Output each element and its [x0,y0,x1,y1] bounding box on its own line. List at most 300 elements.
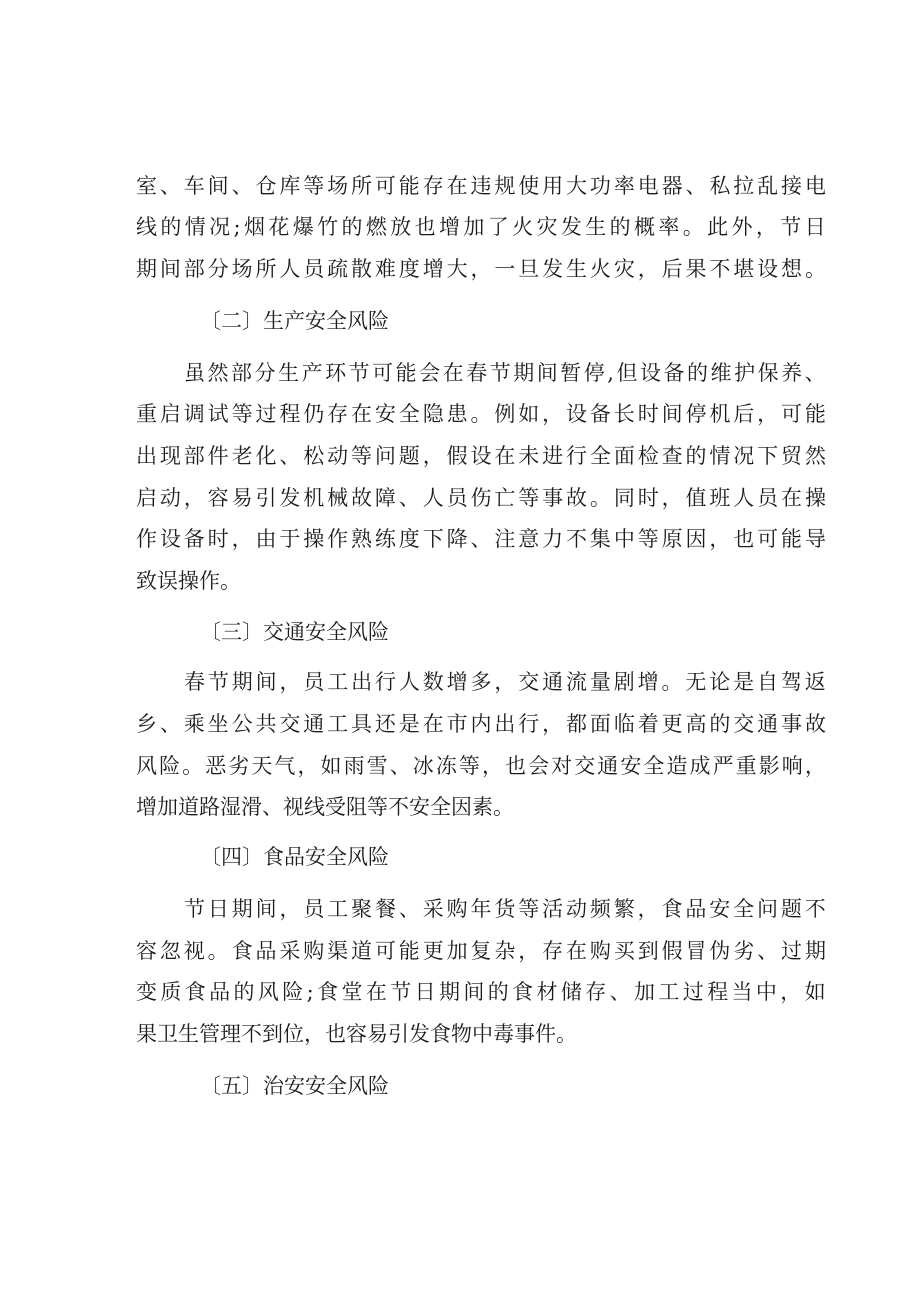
glyph: 、 [231,174,253,198]
glyph: 重 [735,754,757,778]
glyph: 但 [616,361,638,385]
glyph: ， [470,257,492,281]
glyph: 、 [685,174,707,198]
glyph: 多 [470,670,492,694]
glyph: 的 [609,215,631,239]
glyph: 公 [231,712,253,736]
glyph: 不 [709,257,731,281]
glyph: 中 [613,527,635,551]
glyph: 容 [207,486,229,510]
glyph: 人 [398,670,420,694]
glyph: 能 [398,174,420,198]
paragraph-line [136,482,826,514]
glyph: 可 [372,361,394,385]
glyph: 事 [542,486,564,510]
glyph: 度 [398,257,420,281]
glyph: 通 [597,754,619,778]
paragraph-line [136,976,826,1008]
glyph: 期 [513,361,535,385]
glyph: 熟 [351,527,373,551]
glyph: ， [804,754,826,778]
glyph: 集 [589,527,611,551]
glyph: ， [637,897,659,921]
glyph: 加 [463,215,485,239]
glyph: 论 [709,670,731,694]
glyph: 调 [183,402,205,426]
glyph: 全 [589,444,611,468]
glyph: 乡 [136,712,157,736]
glyph: 想 [781,257,803,281]
glyph: 程 [279,402,301,426]
glyph: 雨 [343,754,365,778]
glyph: 灾 [613,257,635,281]
glyph: 花 [268,215,290,239]
glyph: 驾 [780,670,802,694]
glyph: 冰 [412,754,434,778]
section-heading: 〔四〕食品安全风险 [200,845,389,869]
glyph: 设 [566,402,588,426]
glyph: 火 [589,257,611,281]
glyph: ， [661,486,683,510]
glyph: 长 [613,402,635,426]
glyph: 降 [446,527,468,551]
glyph: 度 [398,527,420,551]
glyph: 出 [351,670,373,694]
glyph: 变 [136,980,157,1004]
glyph: 堪 [733,257,755,281]
glyph: 对 [551,754,573,778]
glyph: ， [780,980,802,1004]
paragraph-line: 果卫生管理不到位，也容易引发食物中毒事件。 [136,1022,577,1046]
glyph: 的 [341,215,363,239]
glyph: 维 [710,361,732,385]
glyph: 室 [136,174,157,198]
paragraph-line [136,170,826,202]
glyph: 间 [661,402,683,426]
glyph: 自 [757,670,778,694]
glyph: 出 [136,444,157,468]
glyph: 节 [489,361,511,385]
glyph: 节 [390,980,412,1004]
glyph: 引 [255,486,277,510]
glyph: 的 [709,712,731,736]
glyph: 养 [781,361,803,385]
glyph: 率 [658,215,680,239]
glyph: 全 [398,402,420,426]
glyph: 时 [637,402,659,426]
glyph: ， [279,897,301,921]
glyph: , [607,361,614,385]
glyph: 放 [390,215,412,239]
glyph: 易 [231,486,253,510]
glyph: 在 [446,174,468,198]
glyph: 等 [518,486,540,510]
glyph: 、 [804,361,826,385]
glyph: 间 [207,174,229,198]
glyph: 增 [438,215,460,239]
glyph: 品 [255,939,277,963]
glyph: 乱 [757,174,779,198]
glyph: 启 [136,486,157,510]
glyph: 重 [136,402,157,426]
glyph: 大 [446,257,468,281]
glyph: 春 [184,670,205,694]
glyph: 节 [207,670,229,694]
glyph: 容 [136,939,157,963]
glyph: 假 [661,939,683,963]
glyph: 烟 [243,215,265,239]
glyph: 伤 [470,486,492,510]
glyph: 注 [494,527,516,551]
glyph: 人 [422,486,444,510]
glyph: 天 [251,754,273,778]
glyph: 等 [518,897,540,921]
glyph: ， [422,444,444,468]
glyph: 共 [255,712,277,736]
glyph: 影 [758,754,780,778]
glyph: 护 [734,361,756,385]
glyph: 仍 [303,402,325,426]
glyph: 程 [707,980,729,1004]
glyph: 现 [159,444,181,468]
glyph: 时 [207,527,229,551]
glyph: 原 [661,527,683,551]
glyph: 场 [231,257,253,281]
glyph: 春 [466,361,488,385]
paragraph-line: 致误操作。 [136,569,241,593]
glyph: 等 [637,527,659,551]
glyph: 买 [613,939,635,963]
glyph: 备 [663,361,685,385]
glyph: 市 [446,712,468,736]
glyph: 间 [536,361,558,385]
glyph: 道 [351,939,373,963]
glyph: 下 [757,444,779,468]
glyph: 活 [542,897,564,921]
glyph: 面 [589,712,611,736]
glyph: 流 [566,670,587,694]
glyph: 同 [613,486,635,510]
glyph: 可 [781,402,803,426]
glyph: 日 [804,215,826,239]
glyph: 过 [255,402,277,426]
glyph: 剧 [613,670,635,694]
glyph: ， [183,486,205,510]
glyph: 是 [733,670,755,694]
glyph: 员 [303,670,325,694]
glyph: 。 [661,670,683,694]
glyph: 生 [566,257,588,281]
glyph: 事 [781,712,803,736]
paragraph-line: 增加道路湿滑、视线受阻等不安全因素。 [136,795,514,819]
glyph: 材 [536,980,558,1004]
glyph: 能 [804,402,826,426]
glyph: 、 [609,980,631,1004]
glyph: 机 [303,486,325,510]
glyph: 动 [327,444,349,468]
glyph: 爆 [292,215,314,239]
glyph: 忽 [159,939,181,963]
section-heading: 〔二〕生产安全风险 [200,309,389,333]
glyph: 安 [709,897,731,921]
glyph: 于 [279,527,301,551]
glyph: 着 [637,712,659,736]
glyph: 虽 [184,361,205,385]
glyph: 期 [231,670,253,694]
glyph: 的 [487,980,509,1004]
glyph: 器 [661,174,683,198]
glyph: 题 [780,897,802,921]
glyph: ， [637,257,659,281]
glyph: 面 [613,444,635,468]
glyph: 下 [422,527,444,551]
glyph: 故 [566,486,588,510]
glyph: ， [494,670,516,694]
glyph: 生 [585,215,607,239]
glyph: 全 [643,754,665,778]
glyph: 火 [512,215,534,239]
glyph: 、 [470,527,492,551]
glyph: 件 [207,444,229,468]
paragraph-line [136,211,826,243]
glyph: 亡 [494,486,516,510]
glyph: ， [481,754,503,778]
glyph: ; [233,215,241,239]
glyph: 仓 [255,174,277,198]
glyph: 频 [589,897,611,921]
glyph: 能 [395,361,417,385]
glyph: 在 [422,712,444,736]
glyph: 食 [661,897,683,921]
glyph: 、 [279,444,301,468]
glyph: 保 [757,361,779,385]
glyph: 停 [583,361,605,385]
glyph: 购 [446,897,468,921]
glyph: 交 [733,712,755,736]
glyph: 、 [757,939,779,963]
glyph: 工 [327,712,349,736]
glyph: 库 [279,174,301,198]
glyph: ， [297,754,319,778]
glyph: 更 [661,712,683,736]
glyph: 老 [231,444,253,468]
glyph: 未 [518,444,540,468]
glyph: 因 [685,527,707,551]
glyph: 险 [159,754,181,778]
glyph: 通 [757,712,779,736]
glyph: 年 [470,897,492,921]
glyph: 是 [398,712,420,736]
glyph: 间 [255,897,277,921]
glyph: 外 [731,215,753,239]
glyph: 时 [637,486,659,510]
glyph: 内 [470,712,492,736]
glyph: 私 [709,174,731,198]
glyph: 使 [518,174,540,198]
glyph: 人 [279,257,301,281]
glyph: 发 [542,257,564,281]
glyph: 劣 [228,754,250,778]
glyph: 的 [160,215,182,239]
glyph: 节 [348,361,370,385]
glyph: 停 [685,402,707,426]
glyph: 、 [398,897,420,921]
glyph: 散 [351,257,373,281]
glyph: 间 [255,670,277,694]
glyph: 中 [755,980,777,1004]
glyph: 员 [303,257,325,281]
glyph: 情 [184,215,206,239]
glyph: 无 [685,670,707,694]
glyph: 动 [159,486,181,510]
glyph: 接 [781,174,803,198]
glyph: 交 [574,754,596,778]
glyph: 繁 [613,897,635,921]
glyph: 食 [317,980,339,1004]
glyph: ， [542,712,564,736]
glyph: 。 [207,939,229,963]
glyph: 数 [422,670,444,694]
glyph: 问 [757,897,778,921]
glyph: 设 [159,527,181,551]
glyph: 备 [589,402,611,426]
paragraph-line [184,666,826,698]
glyph: 存 [327,402,349,426]
glyph: 导 [804,527,826,551]
glyph: ， [231,527,253,551]
glyph: 的 [685,444,707,468]
glyph: 械 [327,486,349,510]
glyph: 动 [566,897,587,921]
paragraph-line [136,253,826,285]
glyph: 查 [661,444,683,468]
glyph: 所 [351,174,373,198]
glyph: 班 [709,486,731,510]
glyph: 隐 [422,402,444,426]
glyph: 冻 [435,754,457,778]
glyph: 风 [136,754,157,778]
glyph: 竹 [317,215,339,239]
glyph: 备 [183,527,205,551]
glyph: 品 [685,897,707,921]
glyph: ， [279,670,301,694]
glyph: 难 [374,257,396,281]
glyph: 更 [422,939,444,963]
glyph: 等 [351,444,373,468]
glyph: 况 [209,215,231,239]
glyph: 场 [327,174,349,198]
glyph: 可 [374,939,396,963]
glyph: 练 [374,527,396,551]
glyph: 存 [585,980,607,1004]
glyph: 故 [351,486,373,510]
glyph: 劣 [733,939,755,963]
glyph: 冒 [685,939,707,963]
glyph: 不 [804,897,826,921]
glyph: 储 [560,980,582,1004]
glyph: 都 [566,712,588,736]
glyph: 此 [707,215,729,239]
glyph: 能 [398,939,420,963]
glyph: 贸 [781,444,803,468]
glyph: 、 [159,174,181,198]
glyph: 暂 [560,361,582,385]
glyph: 情 [709,444,731,468]
glyph: 也 [414,215,436,239]
glyph: 日 [207,897,229,921]
glyph: 期 [231,897,253,921]
glyph: 设 [757,257,779,281]
glyph: 分 [207,257,229,281]
glyph: 灾 [536,215,558,239]
glyph: 进 [542,444,564,468]
glyph: 视 [183,939,205,963]
glyph: 大 [566,174,588,198]
glyph: 货 [494,897,516,921]
glyph: 、 [398,486,420,510]
glyph: 启 [159,402,181,426]
glyph: 渠 [327,939,349,963]
glyph: 、 [159,712,181,736]
glyph: 故 [804,712,826,736]
glyph: 复 [470,939,492,963]
glyph: 电 [804,174,826,198]
glyph: 响 [781,754,803,778]
glyph: 食 [512,980,534,1004]
glyph: 机 [709,402,731,426]
glyph: 题 [398,444,420,468]
glyph: 发 [560,215,582,239]
glyph: 坐 [207,712,229,736]
glyph: 杂 [494,939,516,963]
glyph: 食 [184,980,206,1004]
glyph: 规 [494,174,516,198]
glyph: 堂 [341,980,363,1004]
glyph: 造 [666,754,688,778]
glyph: 拉 [733,174,755,198]
glyph: 高 [685,712,707,736]
glyph: 加 [633,980,655,1004]
glyph: 加 [446,939,468,963]
glyph: 采 [279,939,301,963]
glyph: 线 [136,215,157,239]
glyph: 会 [528,754,550,778]
glyph: 松 [303,444,325,468]
glyph: 还 [374,712,396,736]
glyph: 部 [183,257,205,281]
glyph: ， [755,215,777,239]
paragraph-line [136,398,826,430]
glyph: 了 [487,215,509,239]
glyph: 行 [566,444,588,468]
glyph: 。 [682,215,704,239]
glyph: 后 [733,402,755,426]
paragraph-line [136,523,826,555]
section-heading: 〔五〕治安安全风险 [200,1074,389,1098]
glyph: 疏 [327,257,349,281]
glyph: 雪 [366,754,388,778]
glyph: 日 [414,980,436,1004]
glyph: 部 [231,361,253,385]
glyph: 当 [731,980,753,1004]
glyph: 设 [640,361,661,385]
glyph: 概 [633,215,655,239]
glyph: 。 [804,257,826,281]
glyph: 燃 [365,215,387,239]
glyph: 量 [589,670,611,694]
glyph: 分 [254,361,276,385]
glyph: 的 [687,361,709,385]
